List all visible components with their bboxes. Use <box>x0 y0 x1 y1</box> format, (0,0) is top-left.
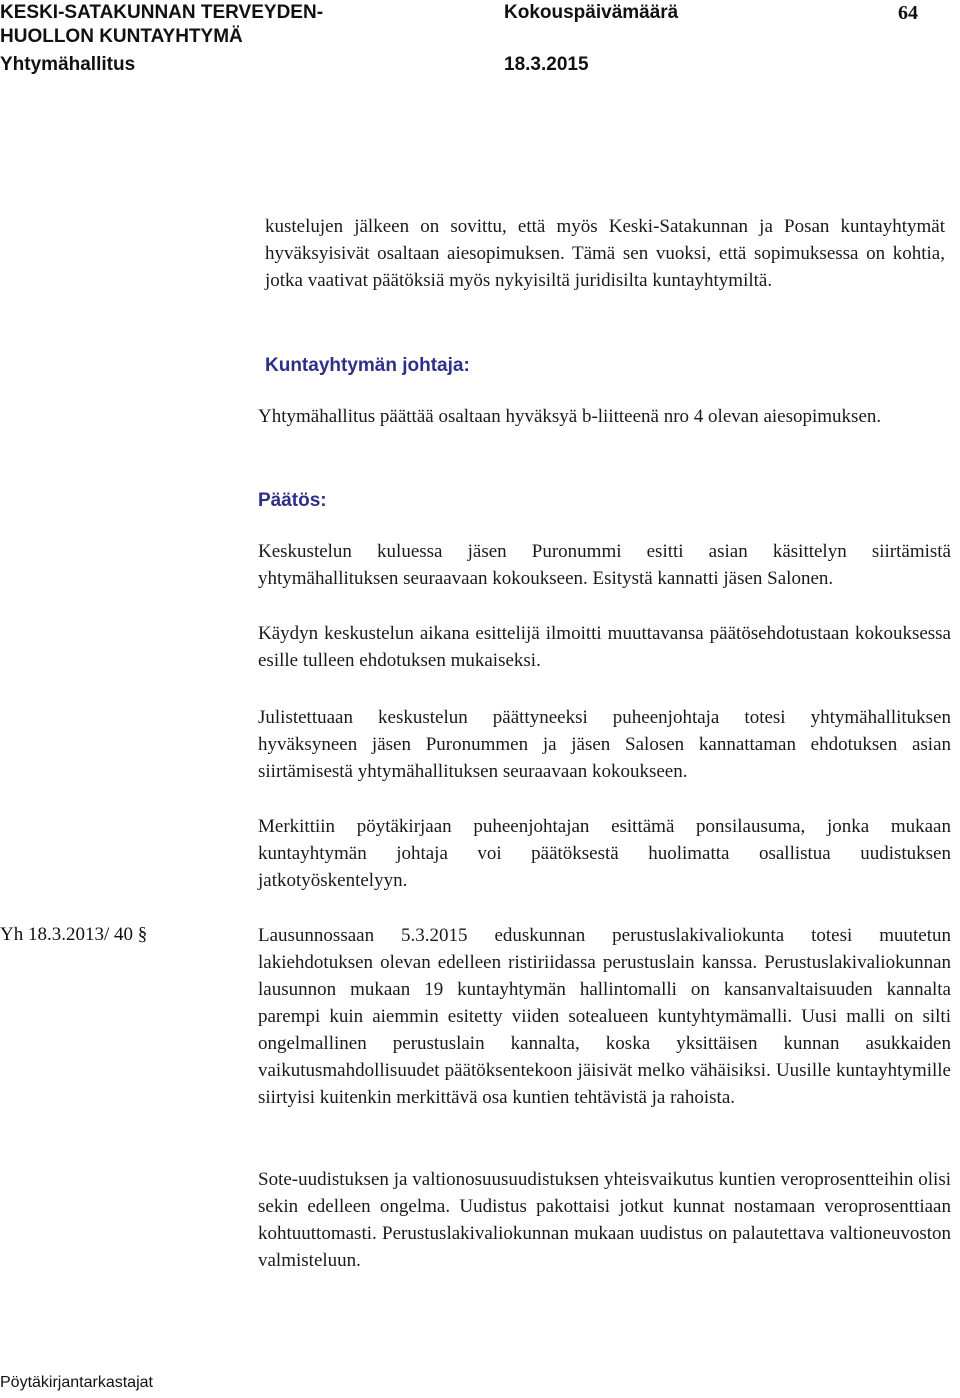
meeting-date: 18.3.2015 <box>504 54 589 75</box>
organization-name-line1: KESKI-SATAKUNNAN TERVEYDEN- <box>0 2 324 23</box>
intro-paragraph: kustelujen jälkeen on sovittu, että myös Keski-Satakunnan ja Posan kuntayhtymät hyväksyisivät osaltaan aiesopimuksen. Tämä sen vuoksi, että sopimuksessa on kohtia, jotka vaativat päätöksiä myös nykyisiltä juridisilta kuntayhtymiltä. <box>265 216 945 291</box>
proposal-heading: Kuntayhtymän johtaja: <box>265 355 470 376</box>
decision-paragraph: Käydyn keskustelun aikana esittelijä ilmoitti muuttavansa päätösehdotustaan kokouksessa esille tulleen ehdotuksen mukaiseksi. <box>258 623 951 671</box>
footer-label: Pöytäkirjantarkastajat <box>0 1374 153 1391</box>
statement-paragraph: Lausunnossaan 5.3.2015 eduskunnan perustuslakivaliokunta totesi muutetun lakiehdotuksen olevan edelleen ristiriidassa perustuslain kanssa. Perustuslakivaliokunnan lausunnon mukaan 19 kuntayhtymän hallintomalli on kansanvaltaisuuden kannalta parempi kuin aiemmin esitetty viiden sotealueen kuntyhtymämalli. Uusi malli on silti ongelmallinen perustuslain kannalta, koska yksittäisen kunnan asukkaiden vaikutusmahdollisuudet päätöksentekoon jäisivät melko vähäisiksi. Uusille kuntayhtymille siirtyisi kuitenkin merkittävä osa kuntien tehtävistä ja rahoista. <box>258 925 951 1108</box>
page-number: 64 <box>898 2 918 24</box>
meeting-body: Yhtymähallitus <box>0 54 136 75</box>
decision-paragraph: Julistettuaan keskustelun päättyneeksi puheenjohtaja totesi yhtymähallituksen hyväksyneen jäsen Puronummen ja jäsen Salosen kannattaman ehdotuksen asian siirtämisestä yhtymähallituksen seuraavaan kokoukseen. <box>258 707 951 782</box>
proposal-text: Yhtymähallitus päättää osaltaan hyväksyä b-liitteenä nro 4 olevan aiesopimuksen. <box>258 406 882 427</box>
margin-reference: Yh 18.3.2013/ 40 § <box>0 924 148 945</box>
organization-name-line2: HUOLLON KUNTAYHTYMÄ <box>0 26 243 47</box>
meeting-date-label: Kokouspäivämäärä <box>504 2 679 23</box>
decision-paragraph: Keskustelun kuluessa jäsen Puronummi esitti asian käsittelyn siirtämistä yhtymähallituksen seuraavaan kokoukseen. Esitystä kannatti jäsen Salonen. <box>258 541 951 589</box>
statement-paragraph: Sote-uudistuksen ja valtionosuusuudistuksen yhteisvaikutus kuntien veroprosentteihin olisi sekin edelleen ongelma. Uudistus pakottaisi jotkut kunnat nostamaan veroprosenttiaan kohtuuttomasti. Perustuslakivaliokunnan mukaan uudistus on palautettava valtioneuvoston valmisteluun. <box>258 1169 951 1271</box>
decision-paragraph: Merkittiin pöytäkirjaan puheenjohtajan esittämä ponsilausuma, jonka mukaan kuntayhtymän johtaja voi päätöksestä huolimatta osallistua uudistuksen jatkotyöskentelyyn. <box>258 816 951 891</box>
decision-heading: Päätös: <box>258 490 327 511</box>
